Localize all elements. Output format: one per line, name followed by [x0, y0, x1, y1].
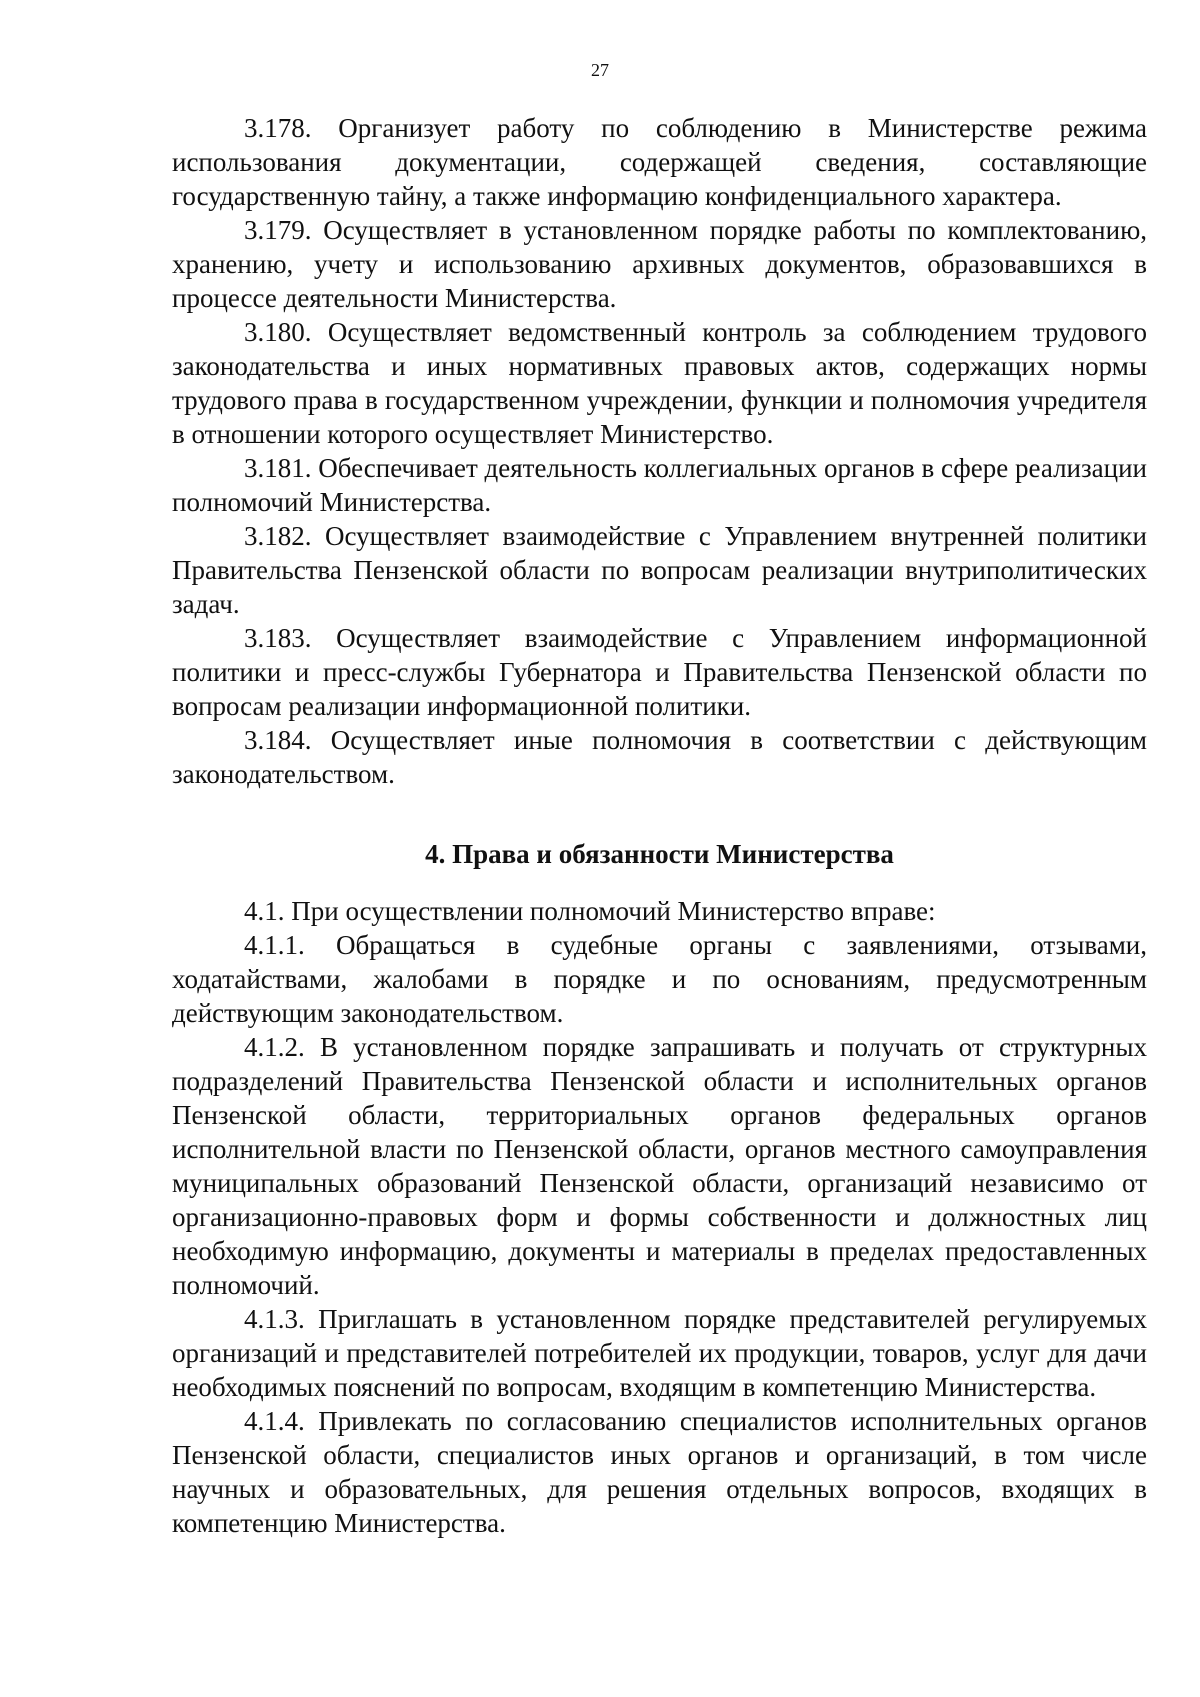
section-heading: 4. Права и обязанности Министерства [425, 839, 894, 869]
paragraph-3-184: 3.184. Осуществляет иные полномочия в соответствии с действующим законодательством. [172, 725, 1147, 789]
document-body [172, 111, 1147, 1540]
paragraph-4-1-3: 4.1.3. Приглашать в установленном порядке представителей регулируемых организаций и представителей потребителей их продукции, товаров, услуг для дачи необходимых пояснений по вопросам, входящим в компетенцию Министерства. [172, 1304, 1147, 1402]
page-number: 27 [591, 60, 609, 80]
paragraph-3-181: 3.181. Обеспечивает деятельность коллегиальных органов в сфере реализации полномочий Министерства. [172, 453, 1147, 517]
paragraph-3-180: 3.180. Осуществляет ведомственный контроль за соблюдением трудового законодательства и иных нормативных правовых актов, содержащих нормы трудового права в государственном учреждении, функции и полномочия учредителя в отношении которого осуществляет Министерство. [172, 317, 1147, 449]
paragraph-4-1: 4.1. При осуществлении полномочий Министерство вправе: [244, 896, 936, 926]
paragraph-3-183: 3.183. Осуществляет взаимодействие с Управлением информационной политики и пресс-службы Губернатора и Правительства Пензенской области по вопросам реализации информационной политики. [172, 623, 1147, 721]
paragraph-4-1-1: 4.1.1. Обращаться в судебные органы с заявлениями, отзывами, ходатайствами, жалобами в порядке и по основаниям, предусмотренным действующим законодательством. [172, 930, 1147, 1028]
paragraph-3-182: 3.182. Осуществляет взаимодействие с Управлением внутренней политики Правительства Пензенской области по вопросам реализации внутриполитических задач. [172, 521, 1147, 619]
paragraph-3-179: 3.179. Осуществляет в установленном порядке работы по комплектованию, хранению, учету и использованию архивных документов, образовавшихся в процессе деятельности Министерства. [172, 215, 1147, 313]
paragraph-4-1-4: 4.1.4. Привлекать по согласованию специалистов исполнительных органов Пензенской области, специалистов иных органов и организаций, в том числе научных и образовательных, для решения отдельных вопросов, входящих в компетенцию Министерства. [172, 1406, 1147, 1538]
paragraph-4-1-2: 4.1.2. В установленном порядке запрашивать и получать от структурных подразделений Правительства Пензенской области и исполнительных органов Пензенской области, территориальных органов федеральных органов исполнительной власти по Пензенской области, органов местного самоуправления муниципальных образований Пензенской области, организаций независимо от организационно-правовых форм и формы собственности и должностных лиц необходимую информацию, документы и материалы в пределах предоставленных полномочий. [172, 1032, 1147, 1300]
paragraph-3-178: 3.178. Организует работу по соблюдению в Министерстве режима использования документации, содержащей сведения, составляющие государственную тайну, а также информацию конфиденциального характера. [172, 113, 1147, 211]
